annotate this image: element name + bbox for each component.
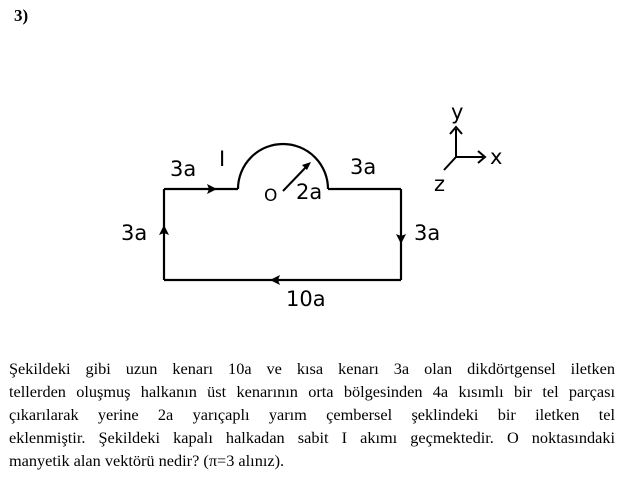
label-center-o: O [264, 186, 278, 206]
label-right-3a: 3a [414, 221, 441, 245]
problem-line: çıkarılarak yerine 2a yarıçaplı yarım çembersel şeklindeki bir iletken tel [9, 405, 615, 424]
problem-line: tellerden oluşmuş halkanın üst kenarının orta bölgesinden 4a kısımlı bir tel parçası [9, 382, 615, 401]
problem-line: manyetik alan vektörü nedir? (π=3 alınız). [9, 451, 285, 470]
label-top-right-3a: 3a [350, 155, 377, 179]
problem-line: eklenmiştir. Şekildeki kapalı halkadan sabit I akımı geçmektedir. O noktasındaki [9, 428, 615, 447]
axis-label-y: y [451, 100, 464, 124]
label-current-i: I [219, 147, 226, 171]
label-left-3a: 3a [121, 221, 148, 245]
label-top-left-3a: 3a [170, 157, 197, 181]
label-bottom-10a: 10a [286, 287, 326, 311]
coordinate-axes [444, 129, 483, 170]
label-radius-2a: 2a [296, 180, 323, 204]
axis-label-x: x [490, 145, 503, 169]
problem-text [9, 357, 615, 472]
axis-label-z: z [434, 172, 446, 196]
question-number: 3) [14, 6, 29, 25]
problem-line: Şekildeki gibi uzun kenarı 10a ve kısa kenarı 3a olan dikdörtgensel iletken [9, 359, 615, 378]
